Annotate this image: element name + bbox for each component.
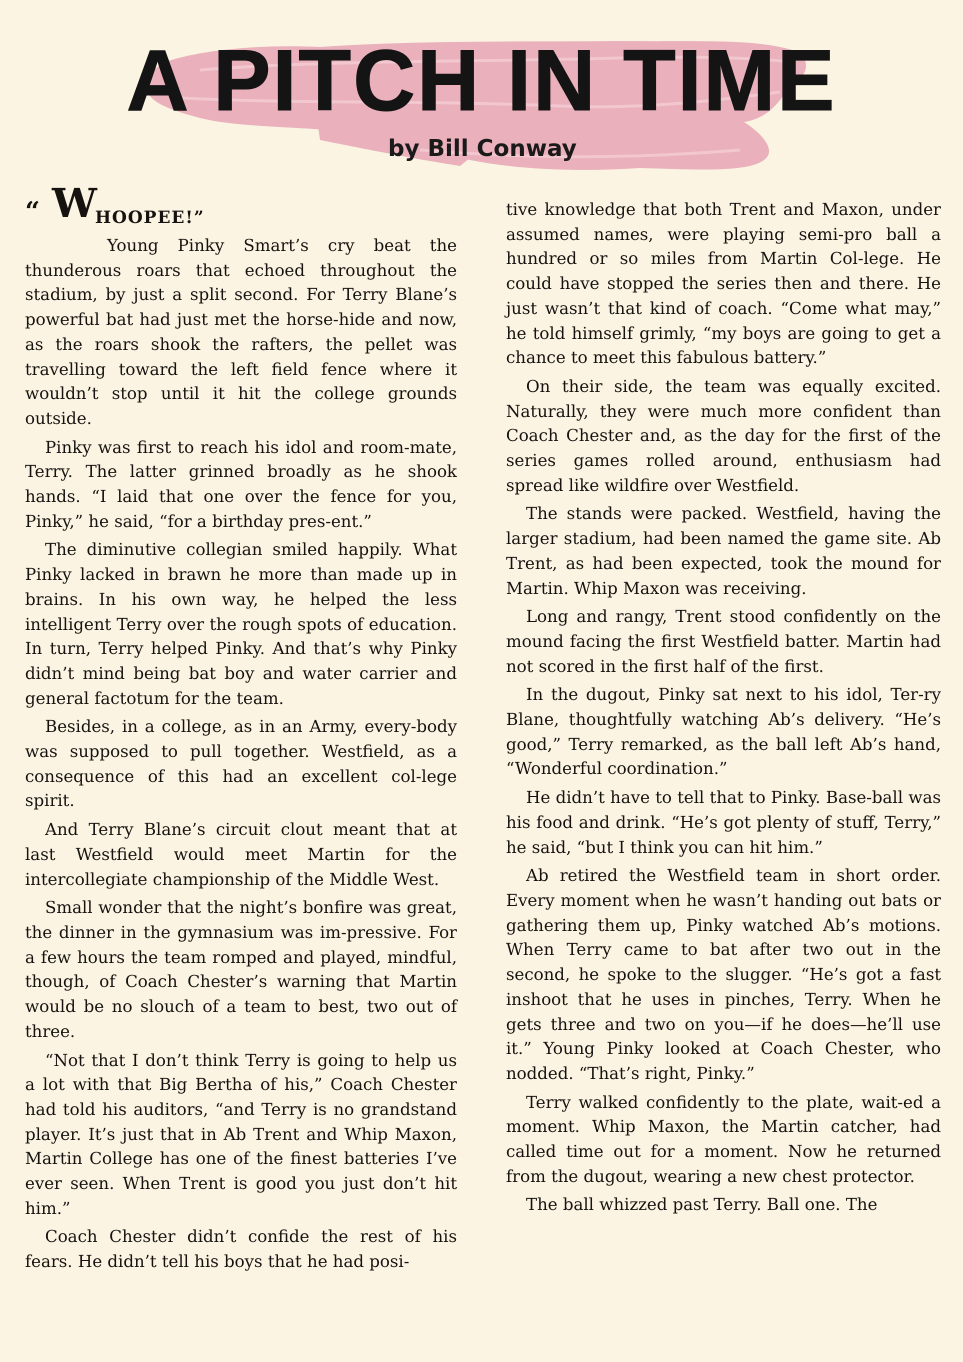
right-text-column	[506, 198, 941, 1218]
paragraph: Besides, in a college, as in an Army, every-body was supposed to pull together. Westfield, as a consequence of this had an excellent col-lege spirit.	[25, 717, 457, 811]
paragraph: Terry walked confidently to the plate, wait-ed a moment. Whip Maxon, the Martin catcher, had called time out for a moment. Now he returned from the dugout, wearing a new chest protector.	[506, 1092, 941, 1186]
opening-line	[25, 180, 457, 234]
paragraph: Ab retired the Westfield team in short order. Every moment when he wasn’t handing out bats or gathering them up, Pinky watched Ab’s motions. When Terry came to bat after two out in the second, he spoke to the slugger. “He’s got a fast inshoot that he uses in pinches, Terry. When he gets three and two on you—if he does—he’ll use it.” Young Pinky looked at Coach Chester, who nodded. “That’s right, Pinky.”	[506, 866, 941, 1083]
paragraph: Small wonder that the night’s bonfire was great, the dinner in the gymnasium was im-pressive. For a few hours the team romped and played, mindful, though, of Coach Chester’s warning that Martin would be no slouch of a team to best, two out of three.	[25, 898, 457, 1041]
paragraph: Young Pinky Smart’s cry beat the thunderous roars that echoed throughout the stadium, by just a split second. For Terry Blane’s powerful bat had just met the horse-hide and now, as the roars shook the rafters, the pellet was travelling toward the left field fence where it wouldn’t stop until it hit the college grounds outside.	[25, 236, 457, 428]
opening-word: HOOPEE!”	[95, 208, 205, 228]
paragraph: “Not that I don’t think Terry is going to help us a lot with that Big Bertha of his,” Coach Chester had told his auditors, “and Terry is no grandstand player. It’s just that in Ab Trent and Whip Maxon, Martin College has one of the finest batteries I’ve ever seen. When Trent is good you just don’t hit him.”	[25, 1050, 457, 1218]
drop-cap: W	[52, 180, 97, 227]
opening-quote-mark: “	[25, 197, 40, 227]
paragraph: On their side, the team was equally excited. Naturally, they were much more confident than Coach Chester and, as the day for the first of the series games rolled around, enthusiasm had spread like wildfire over Westfield.	[506, 376, 941, 495]
story-title: A PITCH IN TIME	[126, 33, 837, 129]
paragraph: In the dugout, Pinky sat next to his idol, Ter-ry Blane, thoughtfully watching Ab’s delivery. “He’s good,” Terry remarked, as the ball left Ab’s hand, “Wonderful coordination.”	[506, 685, 941, 779]
paragraph: The stands were packed. Westfield, having the larger stadium, had been named the game site. Ab Trent, as had been expected, took the mound for Martin. Whip Maxon was receiving.	[506, 504, 941, 598]
paragraph: The diminutive collegian smiled happily. What Pinky lacked in brawn he more than made up in brains. In his own way, he helped the less intelligent Terry over the rough spots of education. In turn, Terry helped Pinky. And that’s why Pinky didn’t mind being bat boy and water carrier and general factotum for the team.	[25, 540, 457, 708]
paragraph: The ball whizzed past Terry. Ball one. The	[526, 1195, 878, 1215]
paragraph: Pinky was first to reach his idol and room-mate, Terry. The latter grinned broadly as he shook hands. “I laid that one over the fence for you, Pinky,” he said, “for a birthday pres-ent.”	[25, 437, 457, 531]
paragraph: Long and rangy, Trent stood confidently on the mound facing the first Westfield batter. Martin had not scored in the first half of the first.	[506, 607, 941, 676]
paragraph: Coach Chester didn’t confide the rest of his fears. He didn’t tell his boys that he had posi-	[25, 1227, 457, 1272]
paragraph: tive knowledge that both Trent and Maxon, under assumed names, were playing semi-pro ball a hundred or so miles from Martin Col-lege. He could have stopped the series then and there. He just wasn’t that kind of coach. “Come what may,” he told himself grimly, “my boys are going to get a chance to meet this fabulous battery.”	[506, 200, 941, 368]
left-text-column	[25, 180, 457, 1275]
paragraph: And Terry Blane’s circuit clout meant that at last Westfield would meet Martin for the intercollegiate championship of the Middle West.	[25, 820, 457, 889]
paragraph: He didn’t have to tell that to Pinky. Base-ball was his food and drink. “He’s got plenty of stuff, Terry,” he said, “but I think you can hit him.”	[506, 788, 941, 857]
story-byline: by Bill Conway	[388, 136, 577, 162]
